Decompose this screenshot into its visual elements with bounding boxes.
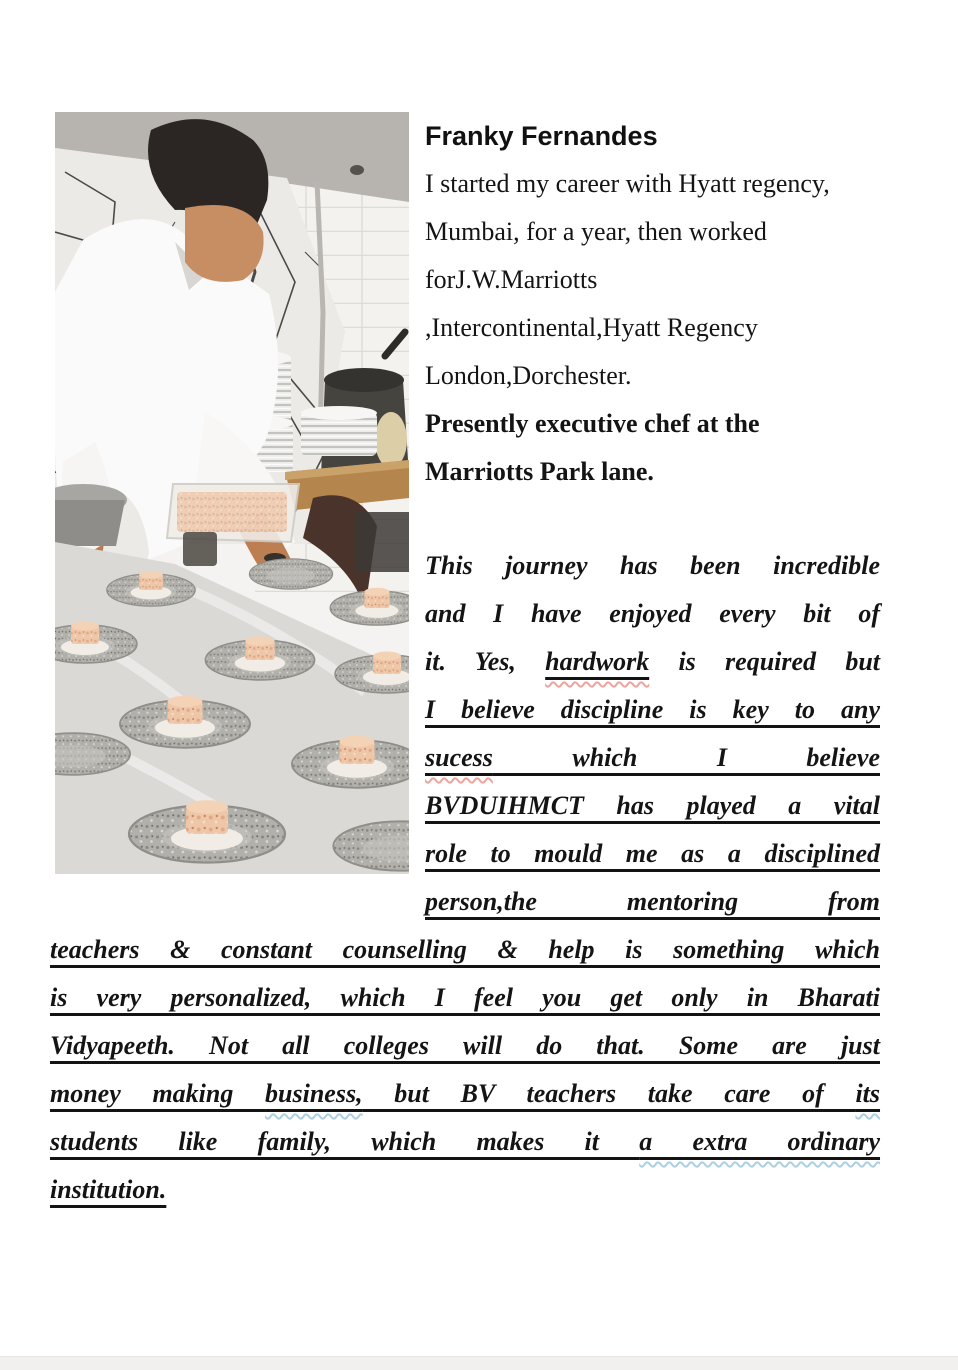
text-line: I believe discipline is key to any [425,695,880,724]
text-line: and I have enjoyed every bit of [425,599,880,628]
text-line: ,Intercontinental,Hyatt Regency [425,313,758,342]
text-line: students like family, which makes it a extra ordinary [50,1127,881,1156]
text-line: This journey has been incredible [425,551,880,580]
text-line: I started my career with Hyatt regency, [425,169,830,198]
text-line: London,Dorchester. [425,361,632,390]
text-line: person,the mentoring from [425,887,880,916]
text-line: forJ.W.Marriotts [425,265,598,294]
text-line: Vidyapeeth. Not all colleges will do that. Some are just [50,1031,880,1060]
profile-name: Franky Fernandes [425,121,658,151]
text-line: is very personalized, which I feel you get only in Bharati [50,983,880,1012]
squiggle-blue: a extra ordinary [639,1127,881,1156]
squiggle-red: hardwork [545,647,650,676]
text-line: it. Yes, hardwork is required but [425,647,880,676]
text-line: BVDUIHMCT has played a vital [425,791,880,820]
chef-photo-illustration [55,112,409,874]
text-line: teachers & constant counselling & help is something which [50,935,880,964]
text-line: sucess which I believe [425,743,880,772]
page-bottom-edge [0,1356,958,1370]
text-line: Marriotts Park lane. [425,457,654,486]
squiggle-blue: business, [265,1079,363,1108]
text-line: money making business, but BV teachers take care of its [50,1079,881,1108]
squiggle-red: sucess [425,743,493,772]
text-line: Presently executive chef at the [425,409,760,438]
chef-photo [55,112,409,874]
text-line: role to mould me as a disciplined [425,839,880,868]
text-line: institution. [50,1175,167,1204]
squiggle-blue: its [855,1079,881,1108]
text-line: Mumbai, for a year, then worked [425,217,767,246]
